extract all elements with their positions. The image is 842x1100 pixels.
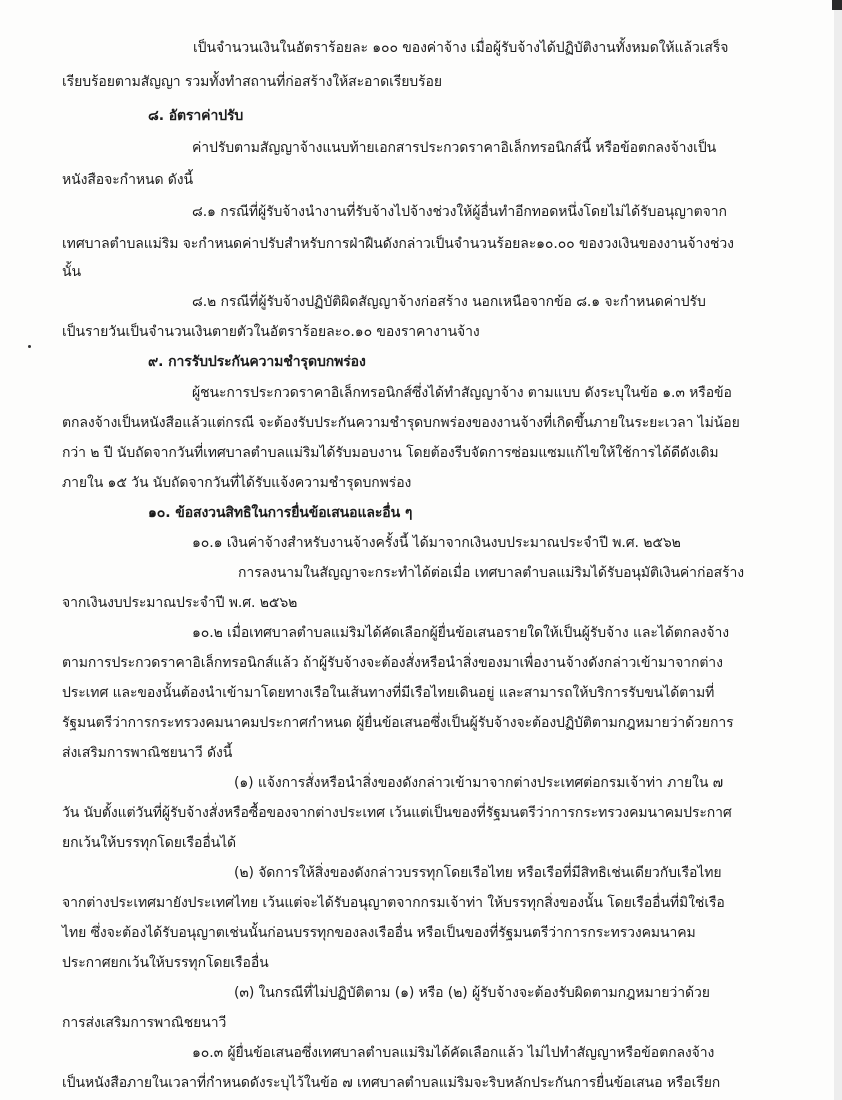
text-line-7: เทศบาลตำบลแม่ริม จะกำหนดค่าปรับสำหรับการฝ่าฝืนดังกล่าวเป็นจำนวนร้อยละ๑๐.๐๐ ของวงเงินของงานจ้างช่วง — [62, 236, 734, 252]
clause-10-1: ๑๐.๑ เงินค่าจ้างสำหรับงานจ้างครั้งนี้ ได้มาจากเงินงบประมาณประจำปี พ.ศ. ๒๕๖๒ — [192, 535, 681, 551]
text-line-14: กว่า ๒ ปี นับถัดจากวันที่เทศบาลตำบลแม่ริมได้รับมอบงาน โดยต้องรีบจัดการซ่อมแซมแก้ไขให้ใช้การได้ดีดังเดิม — [62, 445, 719, 461]
text-line-13: ตกลงจ้างเป็นหนังสือแล้วแต่กรณี จะต้องรับประกันความชำรุดบกพร่องของงานจ้างที่เกิดขึ้นภายในระยะเวลา ไม่น้อย — [62, 415, 740, 431]
text-line-19: จากเงินงบประมาณประจำปี พ.ศ. ๒๕๖๒ — [62, 595, 298, 611]
text-line-24: ส่งเสริมการพาณิชยนาวี ดังนี้ — [62, 745, 233, 761]
text-line-18: การลงนามในสัญญาจะกระทำได้ต่อเมื่อ เทศบาลตำบลแม่ริมได้รับอนุมัติเงินค่าก่อสร้าง — [238, 565, 744, 581]
scan-speck — [28, 345, 31, 348]
page-edge-shadow — [834, 0, 842, 1100]
text-line-15: ภายใน ๑๕ วัน นับถัดจากวันที่ได้รับแจ้งความชำรุดบกพร่อง — [62, 475, 412, 491]
text-line-10: เป็นรายวันเป็นจำนวนเงินตายตัวในอัตราร้อยละ๐.๑๐ ของราคางานจ้าง — [62, 324, 480, 340]
item-3: (๓) ในกรณีที่ไม่ปฏิบัติตาม (๑) หรือ (๒) ผู้รับจ้างจะต้องรับผิดตามกฎหมายว่าด้วย — [234, 985, 710, 1001]
item-2: (๒) จัดการให้สิ่งของดังกล่าวบรรทุกโดยเรือไทย หรือเรือที่มีสิทธิเช่นเดียวกับเรือไทย — [234, 865, 722, 881]
text-line-30: ไทย ซึ่งจะต้องได้รับอนุญาตเช่นนั้นก่อนบรรทุกของลงเรืออื่น หรือเป็นของที่รัฐมนตรีว่าการกระทรวงคมนาคม — [62, 925, 696, 941]
text-line-1: เป็นจำนวนเงินในอัตราร้อยละ ๑๐๐ ของค่าจ้าง เมื่อผู้รับจ้างได้ปฏิบัติงานทั้งหมดให้แล้วเสร็จ — [193, 40, 729, 56]
text-line-12: ผู้ชนะการประกวดราคาอิเล็กทรอนิกส์ซึ่งได้ทำสัญญาจ้าง ตามแบบ ดังระบุในข้อ ๑.๓ หรือข้อ — [192, 385, 732, 401]
text-line-8: นั้น — [62, 264, 81, 280]
clause-8-1: ๘.๑ กรณีที่ผู้รับจ้างนำงานที่รับจ้างไปจ้างช่วงให้ผู้อื่นทำอีกทอดหนึ่งโดยไม่ได้รับอนุญาตจาก — [192, 204, 727, 220]
text-line-31: ประกาศยกเว้นให้บรรทุกโดยเรืออื่น — [62, 955, 269, 971]
text-line-26: วัน นับตั้งแต่วันที่ผู้รับจ้างสั่งหรือซื้อของจากต่างประเทศ เว้นแต่เป็นของที่รัฐมนตรีว่าการกระทรวงคมนาคมประกาศ — [62, 805, 732, 821]
text-line-21: ตามการประกวดราคาอิเล็กทรอนิกส์แล้ว ถ้าผู้รับจ้างจะต้องสั่งหรือนำสิ่งของมาเพื่องานจ้างดังกล่าวเข้ามาจากต่าง — [62, 655, 723, 671]
text-line-33: การส่งเสริมการพาณิชยนาวี — [62, 1015, 227, 1031]
text-line-35: เป็นหนังสือภายในเวลาที่กำหนดดังระบุไว้ในข้อ ๗ เทศบาลตำบลแม่ริมจะริบหลักประกันการยื่นข้อเสนอ หรือเรียก — [62, 1075, 721, 1091]
text-line-29: จากต่างประเทศมายังประเทศไทย เว้นแต่จะได้รับอนุญาตจากกรมเจ้าท่า ให้บรรทุกสิ่งของนั้น โดยเรืออื่นที่มิใช่เรือ — [62, 895, 725, 911]
scan-corner-mark — [832, 0, 842, 10]
section-heading-9: ๙. การรับประกันความชำรุดบกพร่อง — [148, 354, 366, 370]
item-1: (๑) แจ้งการสั่งหรือนำสิ่งของดังกล่าวเข้ามาจากต่างประเทศต่อกรมเจ้าท่า ภายใน ๗ — [234, 775, 724, 791]
text-line-4: ค่าปรับตามสัญญาจ้างแนบท้ายเอกสารประกวดราคาอิเล็กทรอนิกส์นี้ หรือข้อตกลงจ้างเป็น — [192, 140, 717, 156]
clause-8-2: ๘.๒ กรณีที่ผู้รับจ้างปฏิบัติผิดสัญญาจ้างก่อสร้าง นอกเหนือจากข้อ ๘.๑ จะกำหนดค่าปรับ — [192, 294, 706, 310]
text-line-2: เรียบร้อยตามสัญญา รวมทั้งทำสถานที่ก่อสร้างให้สะอาดเรียบร้อย — [62, 74, 442, 90]
section-heading-10: ๑๐. ข้อสงวนสิทธิในการยื่นข้อเสนอและอื่น ๆ — [148, 505, 413, 521]
text-line-27: ยกเว้นให้บรรทุกโดยเรืออื่นได้ — [62, 835, 237, 851]
text-line-22: ประเทศ และของนั้นต้องนำเข้ามาโดยทางเรือในเส้นทางที่มีเรือไทยเดินอยู่ และสามารถให้บริการรับขนได้ตามที่ — [62, 685, 715, 701]
text-line-5: หนังสือจะกำหนด ดังนี้ — [62, 172, 193, 188]
clause-10-2: ๑๐.๒ เมื่อเทศบาลตำบลแม่ริมได้คัดเลือกผู้ยื่นข้อเสนอรายใดให้เป็นผู้รับจ้าง และได้ตกลงจ้าง — [192, 625, 729, 641]
text-line-23: รัฐมนตรีว่าการกระทรวงคมนาคมประกาศกำหนด ผู้ยื่นข้อเสนอซึ่งเป็นผู้รับจ้างจะต้องปฏิบัติตามกฎหมายว่าด้วยการ — [62, 715, 734, 731]
section-heading-8: ๘. อัตราค่าปรับ — [148, 108, 244, 124]
clause-10-3: ๑๐.๓ ผู้ยื่นข้อเสนอซึ่งเทศบาลตำบลแม่ริมได้คัดเลือกแล้ว ไม่ไปทำสัญญาหรือข้อตกลงจ้าง — [192, 1045, 715, 1061]
